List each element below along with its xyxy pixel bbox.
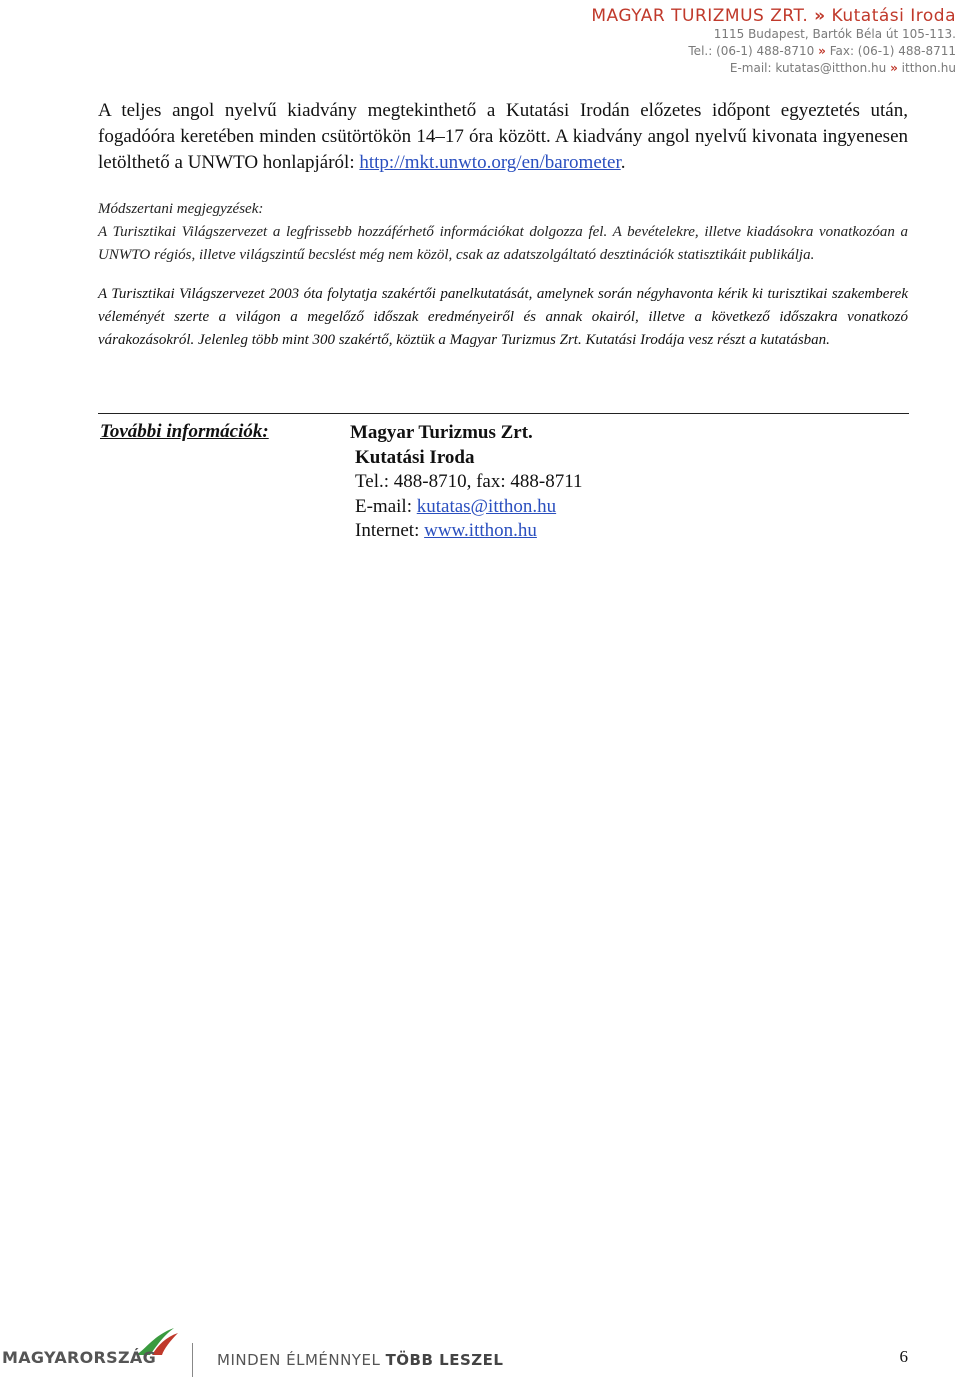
page-number: 6 bbox=[899, 1347, 908, 1366]
org-unit: Kutatási Iroda bbox=[831, 6, 956, 26]
methodology-text: A Turisztikai Világszervezet a legfrissebb hozzáférhető információkat dolgozza fel. A bevételekre, illetve kiadásokra vonatkozóan a UNWTO régiós, illetve világszintű becslést még nem közöl, csak az adatszolgáltató desztinációk statisztikáit publikálja. bbox=[98, 224, 908, 263]
contact-block bbox=[350, 421, 583, 544]
letterhead-tel: Tel.: (06-1) 488-8710 bbox=[688, 44, 815, 58]
slogan-part-2: TÖBB LESZEL bbox=[385, 1351, 504, 1369]
main-content bbox=[98, 98, 908, 367]
letterhead-email: E-mail: kutatas@itthon.hu bbox=[729, 61, 887, 75]
letterhead-email-web bbox=[591, 60, 956, 77]
org-separator: » bbox=[814, 6, 826, 26]
letterhead bbox=[591, 6, 956, 77]
contact-phone: Tel.: 488-8710, fax: 488-8711 bbox=[355, 471, 583, 492]
methodology-section bbox=[98, 198, 908, 267]
barometer-link[interactable]: http://mkt.unwto.org/en/barometer bbox=[359, 152, 621, 173]
section-divider bbox=[98, 413, 909, 414]
arrow-icon: » bbox=[818, 44, 826, 58]
contact-email-link[interactable]: kutatas@itthon.hu bbox=[416, 495, 557, 517]
methodology-heading: Módszertani megjegyzések: bbox=[98, 201, 264, 217]
letterhead-address: 1115 Budapest, Bartók Béla út 105-113. bbox=[713, 27, 956, 41]
contact-web-label: Internet: bbox=[355, 520, 425, 541]
contact-email-label: E-mail: bbox=[355, 495, 417, 517]
org-name: MAGYAR TURIZMUS ZRT. bbox=[591, 6, 809, 26]
contact-email-row bbox=[350, 495, 583, 520]
contact-company: Magyar Turizmus Zrt. bbox=[350, 422, 533, 443]
publication-paragraph bbox=[98, 98, 908, 176]
brand-name: MAGYARORSZÁG bbox=[2, 1348, 157, 1367]
footer-divider bbox=[192, 1343, 193, 1377]
publication-end: . bbox=[620, 152, 626, 173]
contact-office: Kutatási Iroda bbox=[355, 446, 475, 468]
letterhead-fax: Fax: (06-1) 488-8711 bbox=[829, 44, 956, 58]
letterhead-web: itthon.hu bbox=[901, 61, 956, 75]
arrow-icon: » bbox=[890, 61, 898, 75]
footer bbox=[0, 1325, 960, 1395]
slogan-part-1: MINDEN ÉLMÉNNYEL bbox=[217, 1351, 386, 1369]
brand-slogan bbox=[217, 1351, 503, 1369]
panel-research-paragraph: A Turisztikai Világszervezet 2003 óta folytatja szakértői panelkutatását, amelynek során négyhavonta kérik ki turisztikai szakemberek véleményét szerte a világon a megelőző időszak eredményeiről és annak okairól, illetve a következő időszakra vonatkozó várakozásokról. Jelenleg több mint 300 szakértő, köztük a Magyar Turizmus Zrt. Kutatási Irodája vesz részt a kutatásban. bbox=[98, 286, 908, 348]
publication-text: A teljes angol nyelvű kiadvány megtekinthető a Kutatási Irodán előzetes időpont egyeztetés után, fogadóóra keretében minden csütörtökön 14–17 óra között. A kiadvány angol nyelvű kivonata ingyenesen letölthető a UNWTO honlapjáról: bbox=[98, 100, 908, 173]
more-info-label: További információk: bbox=[100, 421, 269, 442]
letterhead-phone-fax bbox=[591, 43, 956, 60]
contact-web-row bbox=[350, 519, 583, 544]
contact-web-link[interactable]: www.itthon.hu bbox=[424, 520, 537, 541]
letterhead-org bbox=[591, 6, 956, 26]
